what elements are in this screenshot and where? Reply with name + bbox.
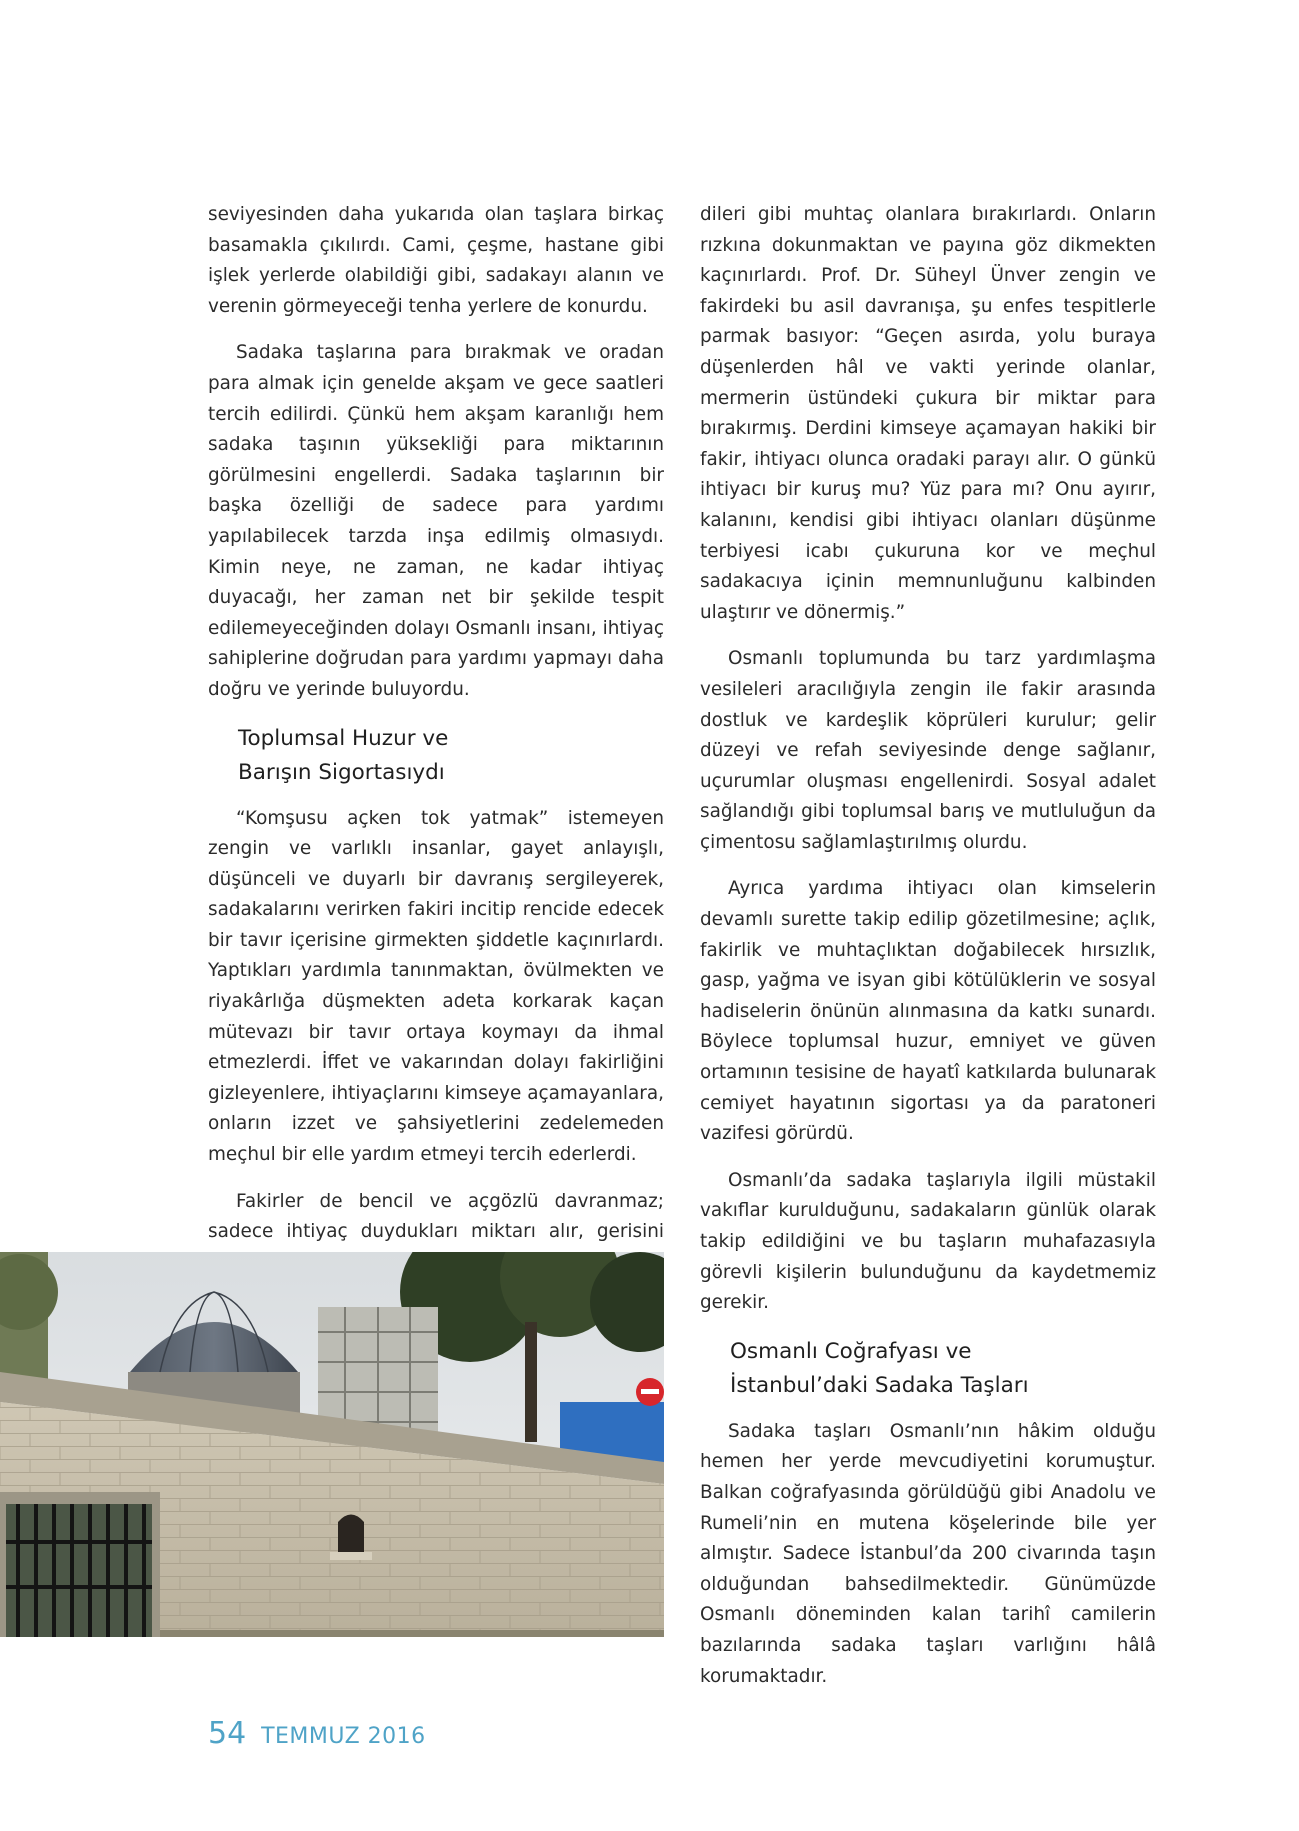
right-column	[700, 200, 1156, 1708]
paragraph: “Komşusu açken tok yatmak” istemeyen zengin ve varlıklı insanlar, gayet anlayışlı, düşünceli ve duyarlı bir davranış sergileyerek, sadakalarını verirken fakiri incitip rencide edecek bir tavır içerisine girmekten şiddetle kaçınırlardı. Yaptıkları yardımla tanınmaktan, övülmekten ve riyakârlığa düşmekten adeta korkarak kaçan mütevazı bir tavır ortaya koymayı da ihmal etmezlerdi. İffet ve vakarından dolayı fakirliğini gizleyenlere, ihtiyaçlarını kimseye açamayanlara, onların izzet ve şahsiyetlerini zedelemeden meçhul bir elle yardım etmeyi tercih ederlerdi.	[208, 807, 664, 1166]
heading-line: Barışın Sigortasıydı	[238, 759, 445, 785]
page-footer	[208, 1716, 426, 1751]
section-heading	[208, 722, 664, 790]
section-heading	[700, 1335, 1156, 1403]
paragraph: dileri gibi muhtaç olanlara bırakırlardı. Onların rızkına dokunmaktan ve payına göz dikmekten kaçınırlardı. Prof. Dr. Süheyl Ünver zengin ve fakirdeki bu asil davranışa, şu enfes tespitlerle parmak basıyor: “Geçen asırda, yolu buraya düşenlerden hâl ve vakti yerinde olanlar, mermerin üstündeki çukura bir miktar para bırakırmış. Derdini kimseye açamayan hakiki bir fakir, ihtiyacı olunca oradaki parayı alır. O günkü ihtiyacı bir kuruş mu? Yüz para mı? Onu ayırır, kalanını, kendisi gibi ihtiyacı olanları düşünme terbiyesi icabı çukuruna kor ve meçhul sadakacıya içinin memnunluğunu kalbinden ulaştırır ve dönermiş.”	[700, 204, 1156, 623]
paragraph: Ayrıca yardıma ihtiyacı olan kimselerin devamlı surette takip edilip gözetilmesine; açlık, fakirlik ve muhtaçlıktan doğabilecek hırsızlık, gasp, yağma ve isyan gibi kötülüklerin ve sosyal hadiselerin önünün alınmasına da katkı sunardı. Böylece toplumsal huzur, emniyet ve güven ortamının tesisine de hayatî katkılarda bulunarak cemiyet hayatının sigortası ya da paratoneri vazifesi görürdü.	[700, 878, 1156, 1145]
issue-date: TEMMUZ 2016	[261, 1724, 426, 1749]
heading-line: İstanbul’daki Sadaka Taşları	[730, 1372, 1029, 1398]
heading-line: Osmanlı Coğrafyası ve	[730, 1338, 972, 1364]
page-number: 54	[208, 1716, 247, 1751]
heading-line: Toplumsal Huzur ve	[238, 725, 449, 751]
paragraph: Sadaka taşları Osmanlı’nın hâkim olduğu hemen her yerde mevcudiyetini korumuştur. Balkan coğrafyasında görüldüğü gibi Anadolu ve Rumeli’nin en mutena köşelerinde bile yer almıştır. Sadece İstanbul’da 200 civarında taşın olduğundan bahsedilmektedir. Günümüzde Osmanlı döneminden kalan tarihî camilerin bazılarında sadaka taşları varlığını hâlâ korumaktadır.	[700, 1420, 1156, 1687]
paragraph: Osmanlı toplumunda bu tarz yardımlaşma vesileleri aracılığıyla zengin ile fakir arasında dostluk ve kardeşlik köprüleri kurulur; gelir düzeyi ve refah seviyesinde denge sağlanır, uçurumlar oluşması engellenirdi. Sosyal adalet sağlandığı gibi toplumsal barış ve mutluluğun da çimentosu sağlamlaştırılmış olurdu.	[700, 648, 1156, 853]
paragraph: Fakirler de bencil ve açgözlü davranmaz; sadece ihtiyaç duydukları miktarı alır, gerisini	[208, 1190, 664, 1243]
mosque-wall-photo	[0, 1252, 664, 1637]
paragraph: seviyesinden daha yukarıda olan taşlara birkaç basamakla çıkılırdı. Cami, çeşme, hastane gibi işlek yerlerde olabildiği gibi, sadakayı alanın ve verenin görmeyeceği tenha yerlere de konurdu.	[208, 204, 664, 317]
paragraph: Osmanlı’da sadaka taşlarıyla ilgili müstakil vakıflar kurulduğunu, sadakaların günlük olarak takip edildiğini ve bu taşların muhafazasıyla görevli kişilerin bulunduğunu da kaydetmemiz gerekir.	[700, 1169, 1156, 1314]
left-column	[208, 200, 664, 1294]
paragraph: Sadaka taşlarına para bırakmak ve oradan para almak için genelde akşam ve gece saatleri tercih edilirdi. Çünkü hem akşam karanlığı hem sadaka taşının yüksekliği para miktarının görülmesini engellerdi. Sadaka taşlarının bir başka özelliği de sadece para yardımı yapılabilecek tarzda inşa edilmiş olmasıydı. Kimin neye, ne zaman, ne kadar ihtiyaç duyacağı, her zaman net bir şekilde tespit edilemeyeceğinden dolayı Osmanlı insanı, ihtiyaç sahiplerine doğrudan para yardımı yapmayı daha doğru ve yerinde buluyordu.	[208, 342, 664, 700]
